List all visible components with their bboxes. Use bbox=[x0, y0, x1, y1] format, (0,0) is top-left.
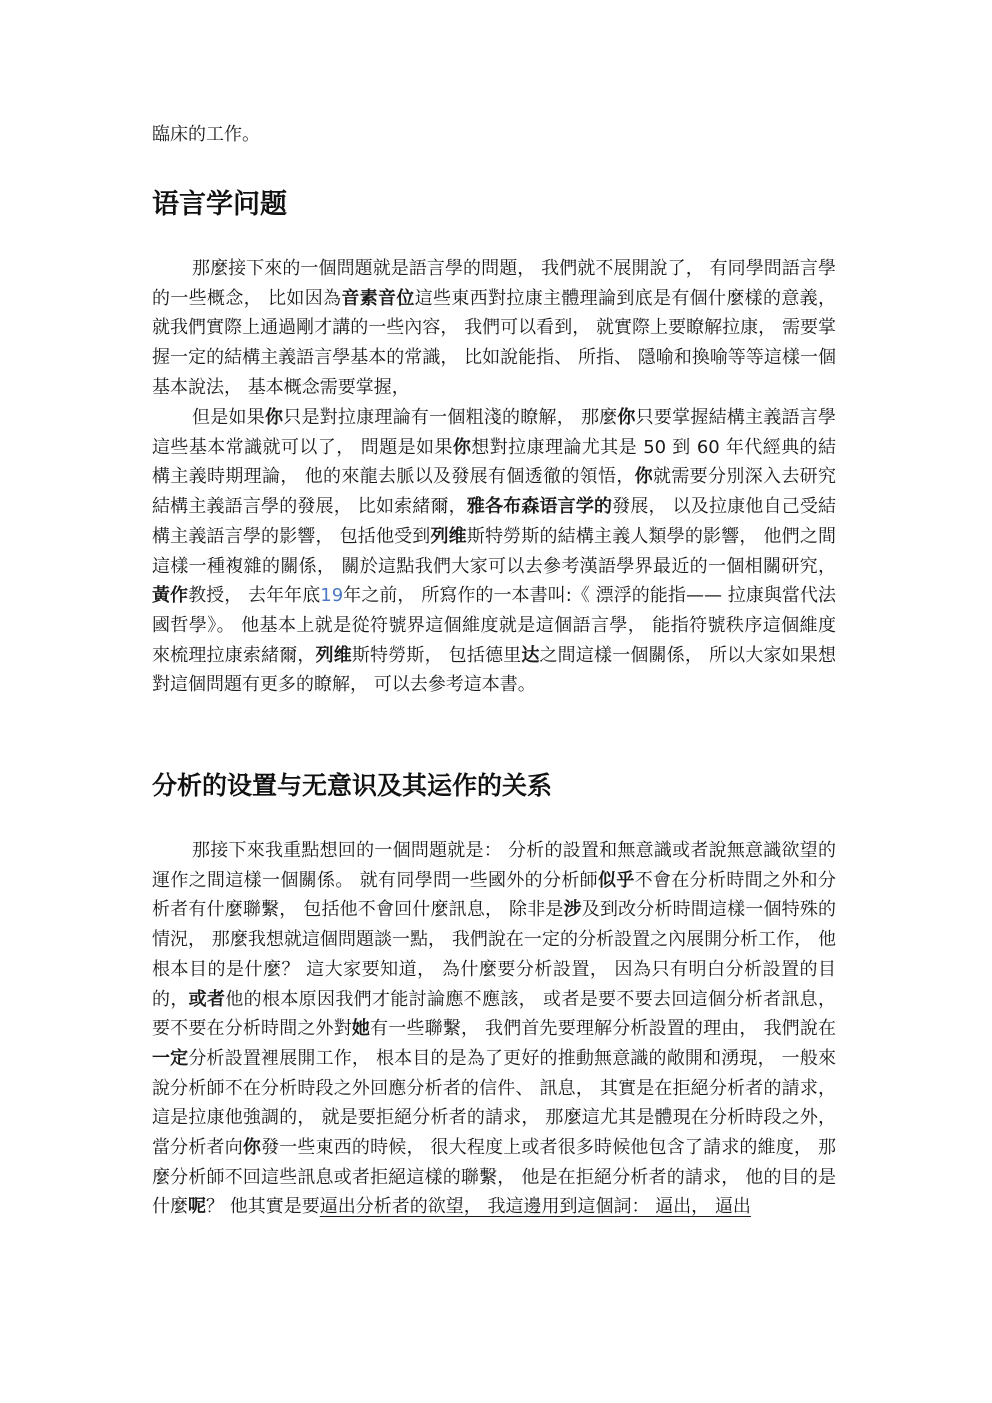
text-run: 就需要分別深入去研究結構主義語言學的發展， 比如索緒爾， bbox=[152, 466, 836, 518]
paragraph-analytic-setting bbox=[152, 836, 836, 1222]
paragraph-linguistics-1 bbox=[152, 254, 836, 403]
bold-run: 涉 bbox=[563, 899, 582, 921]
text-run: 那接下來我重點想回的一個問題就是： 分析的設置和無意識或者說無意識欲望的運作之間這樣一個關係。 就有同學問一些國外的分析師 bbox=[152, 840, 836, 891]
text-run: 只要掌握結構主義語言學這些基本常識就可以了， 問題是如果 bbox=[152, 407, 837, 458]
bold-run: 你 bbox=[634, 466, 654, 488]
underlined-run: 逼出分析者的欲望， 我這邊用到這個詞： 逼出， 逼出 bbox=[319, 1196, 751, 1218]
text-run: 只是對拉康理論有一個粗淺的瞭解， 那麼 bbox=[283, 407, 618, 428]
text-run: 有一些聯繫， 我們首先要理解分析設置的理由， 我們說在 bbox=[370, 1018, 837, 1040]
text-run: 那麼接下來的一個問題就是語言學的問題， 我們就不展開說了， 有同學問語言學的一些概念， 比如因為 bbox=[152, 258, 836, 309]
bold-run: 她 bbox=[351, 1018, 371, 1040]
text-run: 發一些東西的時候， 很大程度上或者很多時候他包含了請求的維度， 那麼分析師不回這些訊息或者拒絕這樣的聯繫， 他是在拒絕分析者的請求， 他的目的是什麼 bbox=[152, 1137, 837, 1218]
text-run: 不會在分析時間之外和分析者有什麼聯繫， 包括他不會回什麼訊息， 除非是 bbox=[152, 869, 837, 921]
text-run: 想對拉康理論尤其是 50 到 60 年代經典的結構主義時期理論， 他的來龍去脈以及發展有個透徹的領悟， bbox=[152, 436, 836, 488]
text-run: 發展， 以及拉康他自己受結構主義語言學的影響， 包括他受到 bbox=[152, 496, 836, 547]
bold-run: 似乎 bbox=[598, 869, 635, 891]
text-run: 年之前， 所寫作的一本書叫:《 漂浮的能指—— 拉康與當代法國哲學》。 他基本上就是從符號界這個維度就是這個語言學， 能指符號秩序這個維度來梳理拉康索緒爾， bbox=[152, 585, 836, 666]
blue-number: 19 bbox=[320, 585, 344, 607]
text-run: 斯特勞斯， 包括德里 bbox=[351, 644, 522, 666]
bold-run: 雅各布森语言学的 bbox=[466, 496, 613, 518]
bold-run: 黃作 bbox=[152, 585, 189, 607]
text-run: 斯特勞斯的結構主義人類學的影響， 他們之間這樣一種複雜的關係， 關於這點我們大家可以去參考漢語學界最近的一個相關研究， bbox=[152, 525, 836, 577]
text-run: 但是如果 bbox=[192, 407, 265, 428]
text-run: 之間這樣一個關係， 所以大家如果想對這個問題有更多的瞭解， 可以去參考這本書。 bbox=[152, 644, 836, 696]
bold-run: 一定 bbox=[152, 1047, 189, 1069]
bold-run: 你 bbox=[242, 1137, 262, 1159]
bold-run: 音素音位 bbox=[341, 287, 415, 309]
bold-run: 你 bbox=[617, 407, 636, 428]
paragraph-linguistics-2 bbox=[152, 403, 836, 700]
text-run: 他的根本原因我們才能討論應不應該， 或者是要不要去回這個分析者訊息， 要不要在分析時間之外對 bbox=[152, 988, 837, 1040]
continued-line: 臨床的工作。 bbox=[152, 124, 260, 145]
text-run: 及到改分析時間這樣一個特殊的情況， 那麼我想就這個問題談一點， 我們說在一定的分析設置之內展開分析工作， 他根本目的是什麼？ 這大家要知道， 為什麼要分析設置， 因為只有明白分析設置的目的， bbox=[152, 899, 837, 1010]
text-run: 這些東西對拉康主體理論到底是有個什麼樣的意義， 就我們實際上通過剛才講的一些內容， 我們可以看到， 就實際上要瞭解拉康， 需要掌握一定的結構主義語言學基本的常識， 比如說能指、 所指、 隱喻和換喻等等這樣一個基本說法， 基本概念需要掌握， bbox=[152, 287, 836, 398]
bold-run: 呢 bbox=[188, 1196, 206, 1218]
bold-run: 达 bbox=[521, 644, 540, 666]
bold-run: 列维 bbox=[430, 525, 467, 547]
text-run: ？ 他其實是要 bbox=[206, 1196, 320, 1218]
section-heading-analytic-setting: 分析的设置与无意识及其运作的关系 bbox=[152, 771, 553, 800]
text-run: 教授， 去年年底 bbox=[188, 585, 321, 607]
bold-run: 你 bbox=[264, 407, 284, 428]
bold-run: 或者 bbox=[188, 988, 226, 1010]
bold-run: 你 bbox=[452, 436, 472, 458]
text-run: 分析設置裡展開工作， 根本目的是為了更好的推動無意識的敞開和湧現， 一般來說分析師不在分析時段之外回應分析者的信件、 訊息， 其實是在拒絕分析者的請求， 這是拉康他強調的， 就是要拒絕分析者的請求， 那麼這尤其是體現在分析時段之外， 當分析者向 bbox=[152, 1047, 837, 1159]
section-heading-linguistics: 语言学问题 bbox=[152, 189, 287, 220]
bold-run: 列维 bbox=[315, 644, 352, 666]
